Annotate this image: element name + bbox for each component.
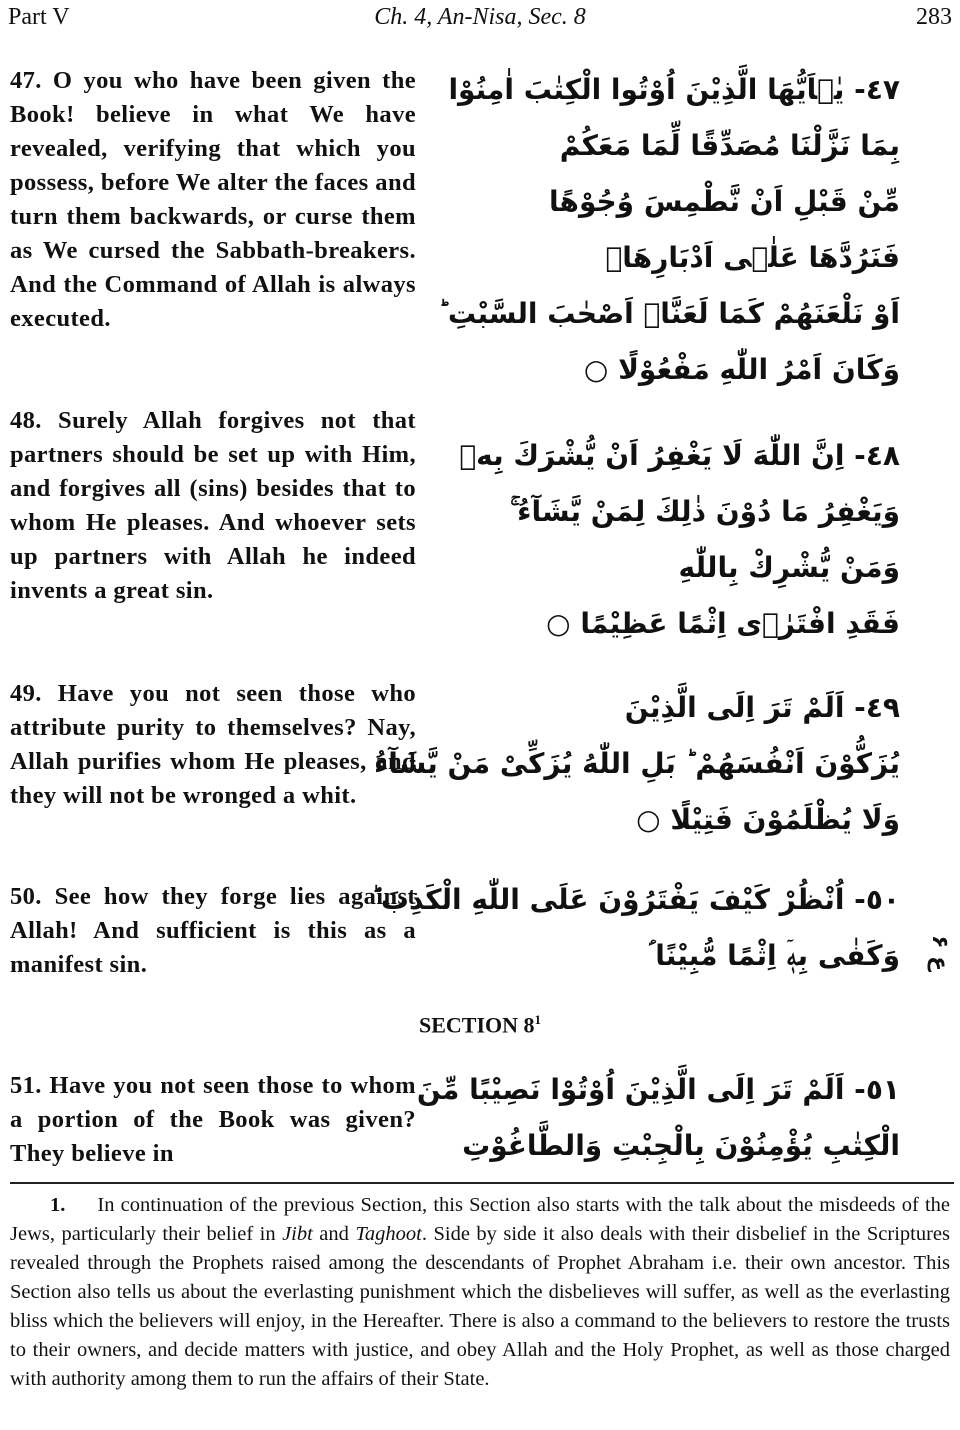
verse-50-arabic [371, 872, 900, 984]
footnote-ref: 1 [534, 1012, 542, 1027]
ruku-marker: ع ۶ [927, 935, 952, 972]
footnote-text: In continuation of the previous Section, this Section also starts with the talk about the misdeeds of the Jews, particularly their belief in [10, 1194, 950, 1245]
footnote [10, 1191, 950, 1394]
verse-50-translation: 50. See how they forge lies against Allah! And sufficient is this as a manifest sin. [10, 883, 416, 978]
arabic-line: وَيَغْفِرُ مَا دُوْنَ ذٰلِكَ لِمَنْ يَّشَآءُ ۚ [510, 495, 900, 528]
arabic-line: ٤٩- اَلَمْ تَرَ اِلَى الَّذِيْنَ [624, 691, 900, 724]
arabic-line: مِّنْ قَبْلِ اَنْ نَّطْمِسَ وُجُوْهًا [549, 185, 900, 218]
arabic-line: الْكِتٰبِ يُؤْمِنُوْنَ بِالْجِبْتِ وَالطَّاغُوْتِ [462, 1129, 900, 1162]
verse-47-arabic [438, 62, 900, 398]
arabic-line: ٤٨- اِنَّ اللّٰهَ لَا يَغْفِرُ اَنْ يُّشْرَكَ بِهٖ [459, 439, 900, 472]
arabic-line: وَكَفٰى بِهٖۤ اِثْمًا مُّبِيْنًا ؑ [648, 939, 900, 972]
arabic-line: فَنَرُدَّهَا عَلٰۤى اَدْبَارِهَاۤ [605, 241, 900, 274]
verse-48-translation: 48. Surely Allah forgives not that partners should be set up with Him, and forgives all (sins) besides that to whom He pleases. And whoever sets up partners with Allah he indeed invents a great sin. [10, 407, 416, 604]
verse-51-translation: 51. Have you not seen those to whom a portion of the Book was given? They believe in [10, 1072, 416, 1167]
part-label: Part V [8, 4, 70, 30]
arabic-line: وَكَانَ اَمْرُ اللّٰهِ مَفْعُوْلًا ○ [583, 353, 900, 386]
arabic-line: ٤٧- يٰۤاَيُّهَا الَّذِيْنَ اُوْتُوا الْكِتٰبَ اٰمِنُوْا [448, 73, 900, 106]
section-heading [0, 1012, 960, 1038]
footnote-divider [10, 1182, 954, 1184]
section-title: SECTION 8 [418, 1012, 535, 1038]
page-header [8, 4, 952, 38]
arabic-line: يُزَكُّوْنَ اَنْفُسَهُمْ ؕ بَلِ اللّٰهُ يُزَكِّىْ مَنْ يَّشَآءُ [373, 747, 900, 780]
page-number: 283 [916, 4, 952, 30]
footnote-term: Jibt [282, 1223, 313, 1245]
verse-48-arabic [460, 428, 900, 652]
verse-47-translation: 47. O you who have been given the Book! believe in what We have revealed, verifying that which you possess, before We alter the faces and turn them backwards, or curse them as We cursed the Sabbath-breakers. And the Command of Allah is always executed. [10, 67, 416, 332]
verse-49-arabic [373, 680, 900, 848]
arabic-line: ٥١- اَلَمْ تَرَ اِلَى الَّذِيْنَ اُوْتُوْا نَصِيْبًا مِّنَ [416, 1073, 900, 1106]
footnote-number: 1. [50, 1194, 66, 1216]
footnote-text: and [312, 1223, 356, 1245]
verse-51-arabic [416, 1062, 900, 1174]
arabic-line: وَلَا يُظْلَمُوْنَ فَتِيْلًا ○ [636, 803, 900, 836]
chapter-title: Ch. 4, An-Nisa, Sec. 8 [374, 4, 586, 30]
arabic-line: فَقَدِ افْتَرٰۤى اِثْمًا عَظِيْمًا ○ [546, 607, 900, 640]
arabic-line: بِمَا نَزَّلْنَا مُصَدِّقًا لِّمَا مَعَكُمْ [559, 129, 900, 162]
arabic-line: اَوْ نَلْعَنَهُمْ كَمَا لَعَنَّاۤ اَصْحٰبَ السَّبْتِ ؕ [438, 297, 900, 330]
footnote-term: Taghoot [355, 1223, 422, 1245]
verse-49-translation: 49. Have you not seen those who attribute purity to themselves? Nay, Allah purifies whom He pleases, and they will not be wronged a whit. [10, 680, 416, 809]
arabic-line: وَمَنْ يُّشْرِكْ بِاللّٰهِ [678, 551, 900, 584]
arabic-line: ٥٠- اُنْظُرْ كَيْفَ يَفْتَرُوْنَ عَلَى اللّٰهِ الْكَذِبَ ؕ [371, 883, 900, 916]
footnote-text: . Side by side it also deals with their disbelief in the Scriptures revealed through the Prophets raised among the descendants of Prophet Abraham i.e. their own ancestor. This Section also tells us about the everlasting punishment which the disbelieves will suffer, as well as the everlasting bliss which the believers will enjoy, in the Hereafter. There is also a command to the believers to restore the trusts to their owners, and decide matters with justice, and obey Allah and the Holy Prophet, as well as those charged with authority among them to run the affairs of their State. [10, 1223, 950, 1390]
